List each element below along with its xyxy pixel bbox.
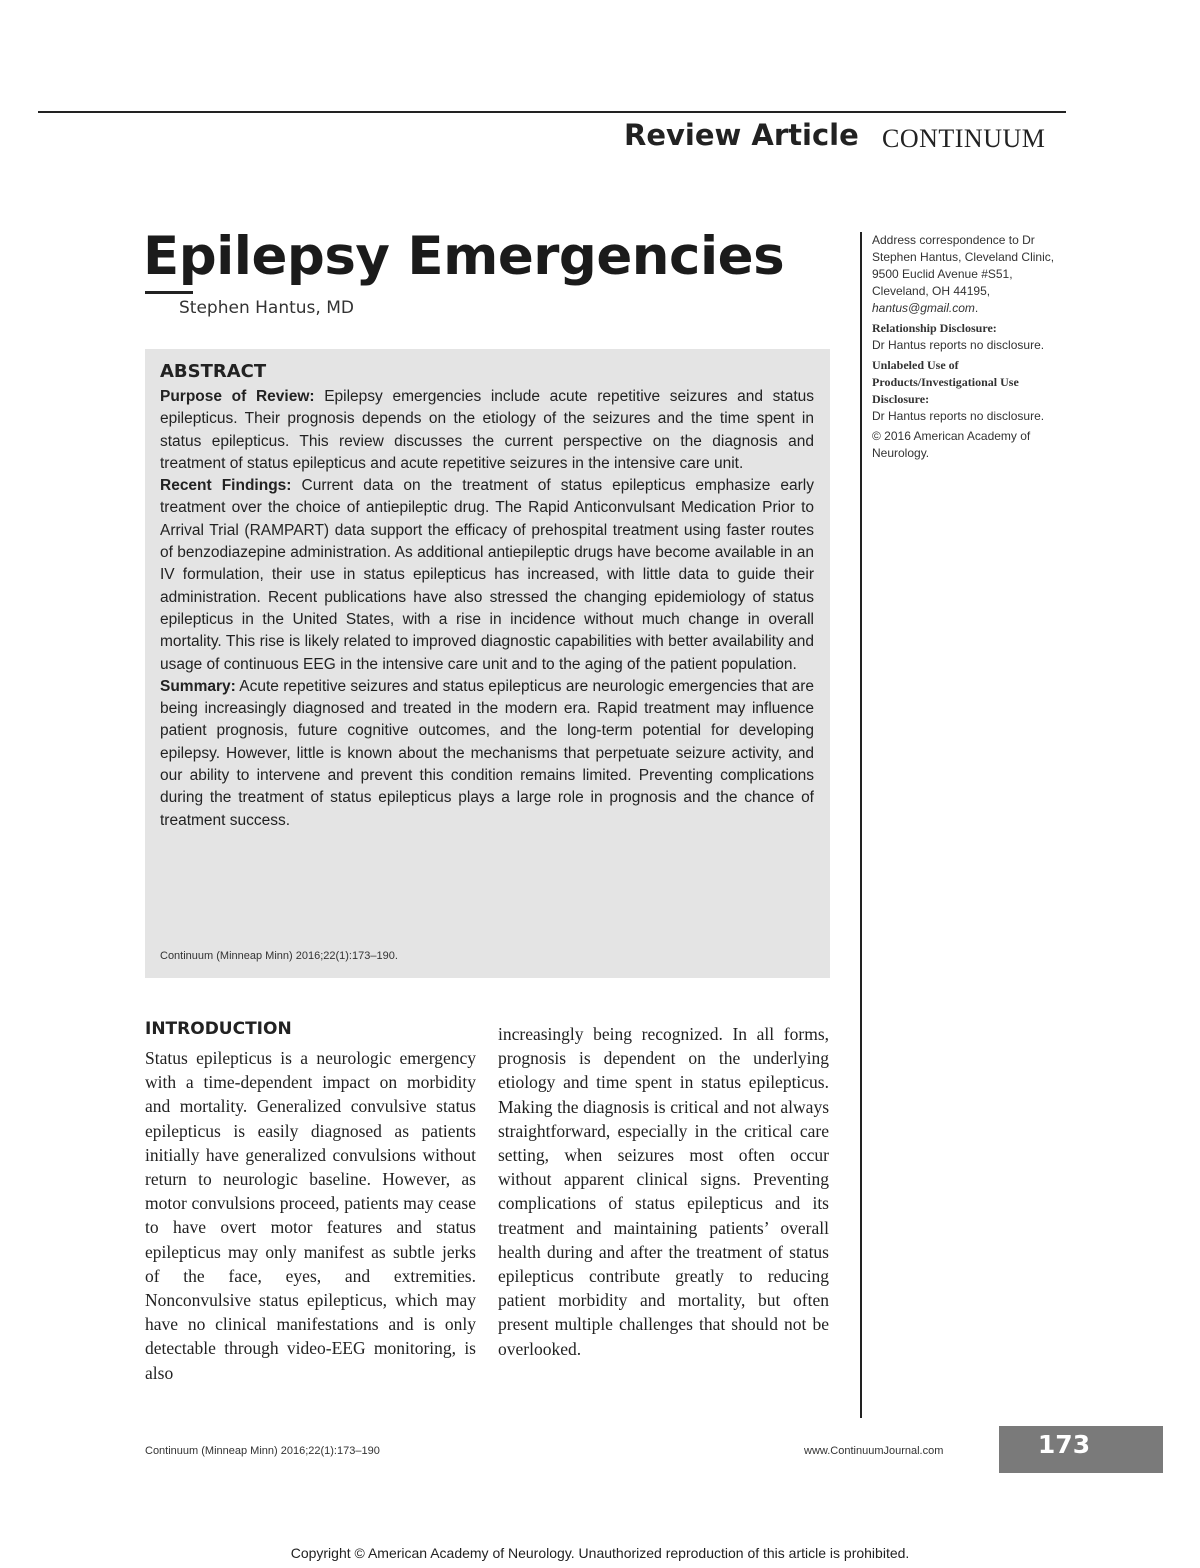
article-type-label: Review Article (624, 118, 859, 152)
abstract-citation: Continuum (Minneap Minn) 2016;22(1):173–190. (160, 950, 398, 962)
abstract-heading: ABSTRACT (160, 361, 267, 382)
unlabeled-use-disclosure (872, 357, 1072, 425)
summary-text: Acute repetitive seizures and status epilepticus are neurologic emergencies that are being increasingly diagnosed and treated in the modern era. Rapid treatment may influence patient prognosis, future cognitive outcomes, and the long-term potential for developing epilepsy. However, little is known about the mechanisms that perpetuate seizure activity, and our ability to intervene and prevent this condition remains limited. Preventing complications during the treatment of status epilepticus plays a large role in prognosis and the chance of treatment success. (160, 677, 814, 829)
correspondence-note (872, 232, 1072, 317)
purpose-text: Epilepsy emergencies include acute repetitive seizures and status epilepticus. Their prognosis depends on the etiology of the seizures and the time spent in status epilepticus. This review discusses the current perspective on the diagnosis and treatment of status epilepticus and acute repetitive seizures in the intensive care unit. (160, 388, 814, 472)
article-title: Epilepsy Emergencies (143, 226, 785, 287)
unlabeled-text: Dr Hantus reports no disclosure. (872, 409, 1045, 423)
summary-label: Summary: (160, 677, 236, 695)
abstract-findings (160, 475, 814, 676)
introduction-heading: INTRODUCTION (145, 1019, 292, 1039)
abstract-summary (160, 676, 814, 832)
article-author: Stephen Hantus, MD (179, 298, 354, 318)
findings-label: Recent Findings: (160, 477, 292, 495)
footer-url: www.ContinuumJournal.com (804, 1445, 944, 1457)
sidebar-copyright: © 2016 American Academy of Neurology. (872, 429, 1031, 460)
findings-text: Current data on the treatment of status epilepticus emphasize early treatment over the choice of antiepileptic drug. The Rapid Anticonvulsant Medication Prior to Arrival Trial (RAMPART) data support the efficacy of prehospital treatment using faster routes of benzodiazepine administration. As additional antiepileptic drugs have become available in an IV formulation, their use in status epilepticus has increased, with little data to guide their administration. Recent publications have also stressed the changing epidemiology of status epilepticus in the United States, with a rise in incidence without much change in overall mortality. This rise is likely related to improved diagnostic capabilities with better availability and usage of continuous EEG in the intensive care unit and to the aging of the patient population. (160, 477, 815, 673)
page-number-box (999, 1426, 1163, 1473)
relationship-label: Relationship Disclosure: (872, 321, 997, 335)
journal-logo: CONTINUUM (882, 124, 1046, 153)
header-rule (38, 111, 1066, 113)
page-number: 173 (1037, 1430, 1091, 1459)
relationship-text: Dr Hantus reports no disclosure. (872, 338, 1045, 352)
abstract-box (145, 349, 830, 978)
title-underline (145, 291, 193, 294)
unlabeled-label: Unlabeled Use of Products/Investigational Use Disclosure: (872, 358, 1019, 406)
introduction-right-column: increasingly being recognized. In all forms, prognosis is dependent on the underlying etiology and time spent in status epilepticus. Making the diagnosis is critical and not always straightforward, especially in the critical care setting, when seizures most often occur without apparent clinical signs. Preventing complications of status epilepticus and its treatment and maintaining patients’ overall health during and after the treatment of status epilepticus contribute greatly to reducing patient morbidity and mortality, but often present multiple challenges that should not be overlooked. (498, 1024, 829, 1359)
purpose-label: Purpose of Review: (160, 388, 315, 405)
introduction-left-column: Status epilepticus is a neurologic emergency with a time-dependent impact on morbidity and mortality. Generalized convulsive status epilepticus is easily diagnosed as patients initially have generalized convulsions without return to neurologic baseline. However, as motor convulsions proceed, patients may cease to have overt motor features and status epilepticus may only manifest as subtle jerks of the face, eyes, and extremities. Nonconvulsive status epilepticus, which may have no clinical manifestations and is only detectable through video-EEG monitoring, is also (145, 1048, 476, 1383)
email-suffix: . (974, 301, 979, 315)
copyright-notice: Copyright © American Academy of Neurology. Unauthorized reproduction of this article is prohibited. (290, 1545, 910, 1561)
footer-citation: Continuum (Minneap Minn) 2016;22(1):173–190 (145, 1445, 380, 1457)
sidebar-rule (860, 232, 862, 1418)
abstract-purpose (160, 386, 814, 475)
sidebar-notes (872, 232, 1072, 465)
relationship-disclosure (872, 320, 1072, 354)
correspondence-email: hantus@gmail.com (872, 301, 975, 315)
correspondence-text: Address correspondence to Dr Stephen Hantus, Cleveland Clinic, 9500 Euclid Avenue #S51, Cleveland, OH 44195, (872, 233, 1055, 298)
